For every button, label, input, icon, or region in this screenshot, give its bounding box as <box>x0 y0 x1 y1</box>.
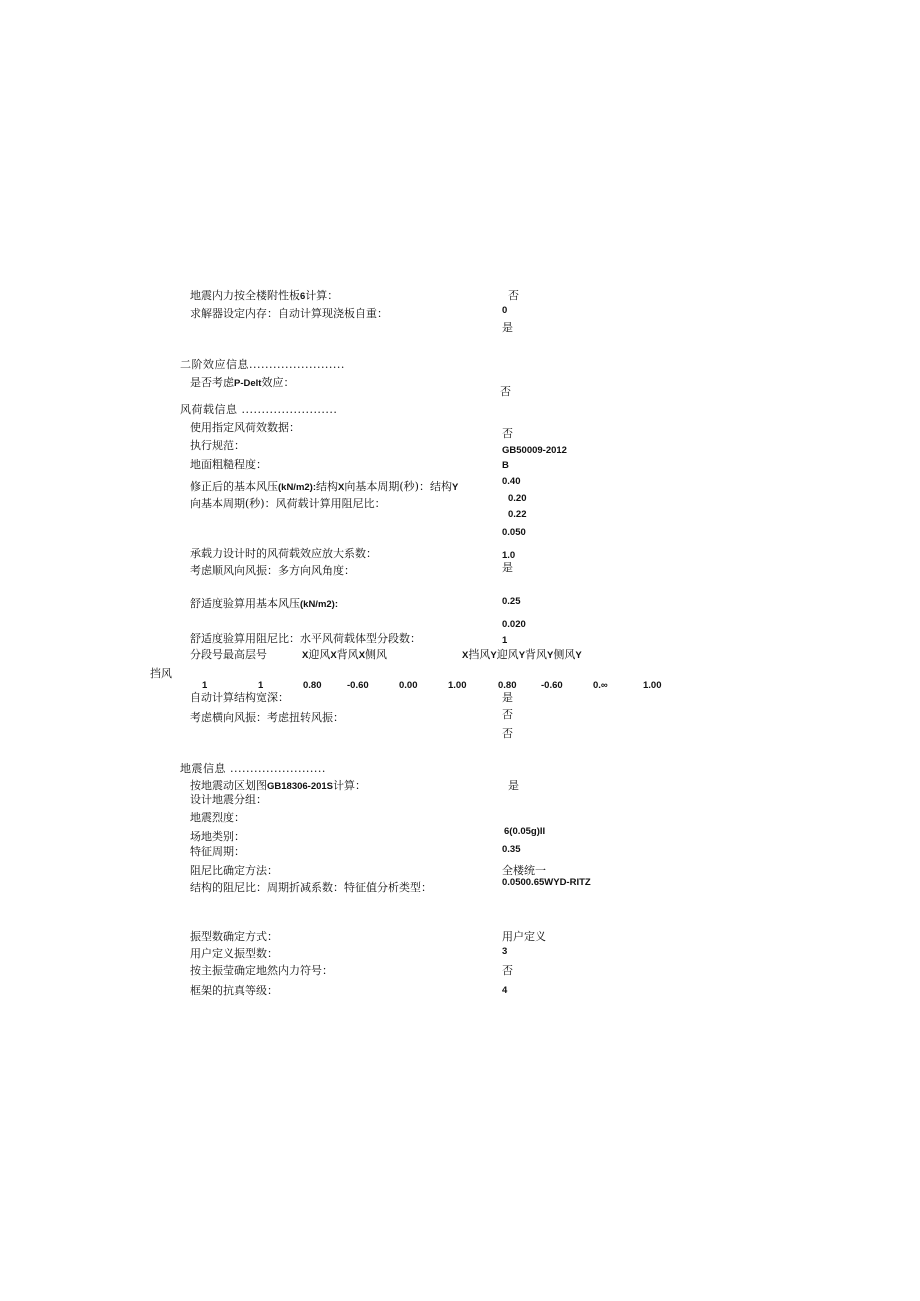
comfort-pressure-value: 0.25 <box>502 596 521 607</box>
amplification-value: 1.0 <box>502 550 516 561</box>
intensity-label: 地震烈度： <box>190 811 245 824</box>
seismic-force-value: 否 <box>508 289 519 302</box>
wind-pressure-value: 0.40 <box>502 476 521 487</box>
force-sign-label: 按主振莹确定地然内力符号： <box>190 964 333 977</box>
p-delta-value: 否 <box>500 385 511 398</box>
table-cell: 1 <box>258 680 264 691</box>
wind-damping-value: 0.050 <box>502 527 526 538</box>
x-period-value: 0.20 <box>508 493 527 504</box>
mode-method-value: 用户定义 <box>502 930 546 943</box>
along-wind-value: 是 <box>502 561 513 574</box>
along-wind-label: 考虑顺风向风振：多方向风角度： <box>190 564 355 577</box>
table-cell: -0.60 <box>347 680 369 691</box>
wind-load-title: 风荷载信息 ........................ <box>180 403 338 416</box>
torsion-wind-value: 否 <box>502 727 513 740</box>
table-header-segment: 分段号最高层号 <box>190 648 267 661</box>
y-period-value: 0.22 <box>508 509 527 520</box>
cross-wind-label: 考虑横向风振：考虑扭转风振： <box>190 711 344 724</box>
char-period-value: 0.35 <box>502 844 521 855</box>
table-header-x-coeffs: X迎风X背风X侧风 <box>302 648 388 661</box>
comfort-pressure-label: 舒适度验算用基本风压(kN/m2): <box>190 597 339 610</box>
solver-memory-label: 求解器设定内存：自动计算现浇板自重： <box>190 307 388 320</box>
table-cell: 0.00 <box>399 680 418 691</box>
solver-memory-value: 0 <box>502 305 508 316</box>
design-group-label: 设计地震分组： <box>190 793 267 806</box>
comfort-damping-label: 舒适度验算用阻尼比：水平风荷载体型分段数： <box>190 632 421 645</box>
roughness-value: B <box>502 460 509 471</box>
zoning-label: 按地震动区划图GB18306-201S计算： <box>190 779 367 792</box>
seismic-title: 地震信息 ........................ <box>180 762 326 775</box>
segment-count-value: 1 <box>502 635 508 646</box>
damping-method-value: 全楼统一 <box>502 864 546 877</box>
table-header-y-coeffs: X挡风Y迎风Y背风Y侧风Y <box>462 648 582 661</box>
mode-method-label: 振型数确定方式： <box>190 930 278 943</box>
table-cell: 1 <box>202 680 208 691</box>
wind-code-value: GB50009-2012 <box>502 445 567 456</box>
wind-pressure-label: 修正后的基本风压(kN/m2):结构X向基本周期(秒)：结构Y <box>190 480 459 493</box>
struct-damping-value: 0.0500.65WYD-RITZ <box>502 877 591 888</box>
char-period-label: 特征周期： <box>190 845 245 858</box>
site-class-label: 场地类别： <box>190 830 245 843</box>
second-order-title: 二阶效应信息........................ <box>180 358 345 371</box>
cross-wind-value: 否 <box>502 708 513 721</box>
wind-custom-label: 使用指定风荷效数据： <box>190 421 300 434</box>
auto-width-label: 自动计算结构宽深： <box>190 691 289 704</box>
struct-damping-label: 结构的阻尼比：周期折减系数：特征值分析类型： <box>190 881 432 894</box>
seismic-grade-label: 框架的抗真等级： <box>190 984 278 997</box>
seismic-grade-value: 4 <box>502 985 508 996</box>
table-cell: -0.60 <box>541 680 563 691</box>
mode-count-label: 用户定义振型数： <box>190 947 278 960</box>
table-cell: 0.80 <box>303 680 322 691</box>
table-header-wrap: 挡风 <box>150 667 172 680</box>
p-delta-label: 是否考虑P-Delt效应： <box>190 376 295 389</box>
force-sign-value: 否 <box>502 964 513 977</box>
damping-method-label: 阻尼比确定方法： <box>190 864 278 877</box>
wind-period-damping-label: 向基本周期(秒)：风荷载计算用阻尼比： <box>190 497 386 510</box>
auto-slab-weight-value: 是 <box>502 321 513 334</box>
wind-custom-value: 否 <box>502 427 513 440</box>
amplification-label: 承载力设计时的风荷载效应放大系数： <box>190 547 377 560</box>
table-cell: 1.00 <box>643 680 662 691</box>
seismic-force-label: 地震内力按全楼附性板6计算： <box>190 289 339 302</box>
roughness-label: 地面粗糙程度： <box>190 458 267 471</box>
table-cell: 1.00 <box>448 680 467 691</box>
comfort-damping-value: 0.020 <box>502 619 526 630</box>
wind-code-label: 执行规范： <box>190 439 245 452</box>
table-cell: 0.∞ <box>593 680 608 691</box>
zoning-value: 是 <box>508 779 519 792</box>
table-cell: 0.80 <box>498 680 517 691</box>
auto-width-value: 是 <box>502 691 513 704</box>
mode-count-value: 3 <box>502 946 508 957</box>
site-class-value: 6(0.05g)II <box>504 826 546 837</box>
